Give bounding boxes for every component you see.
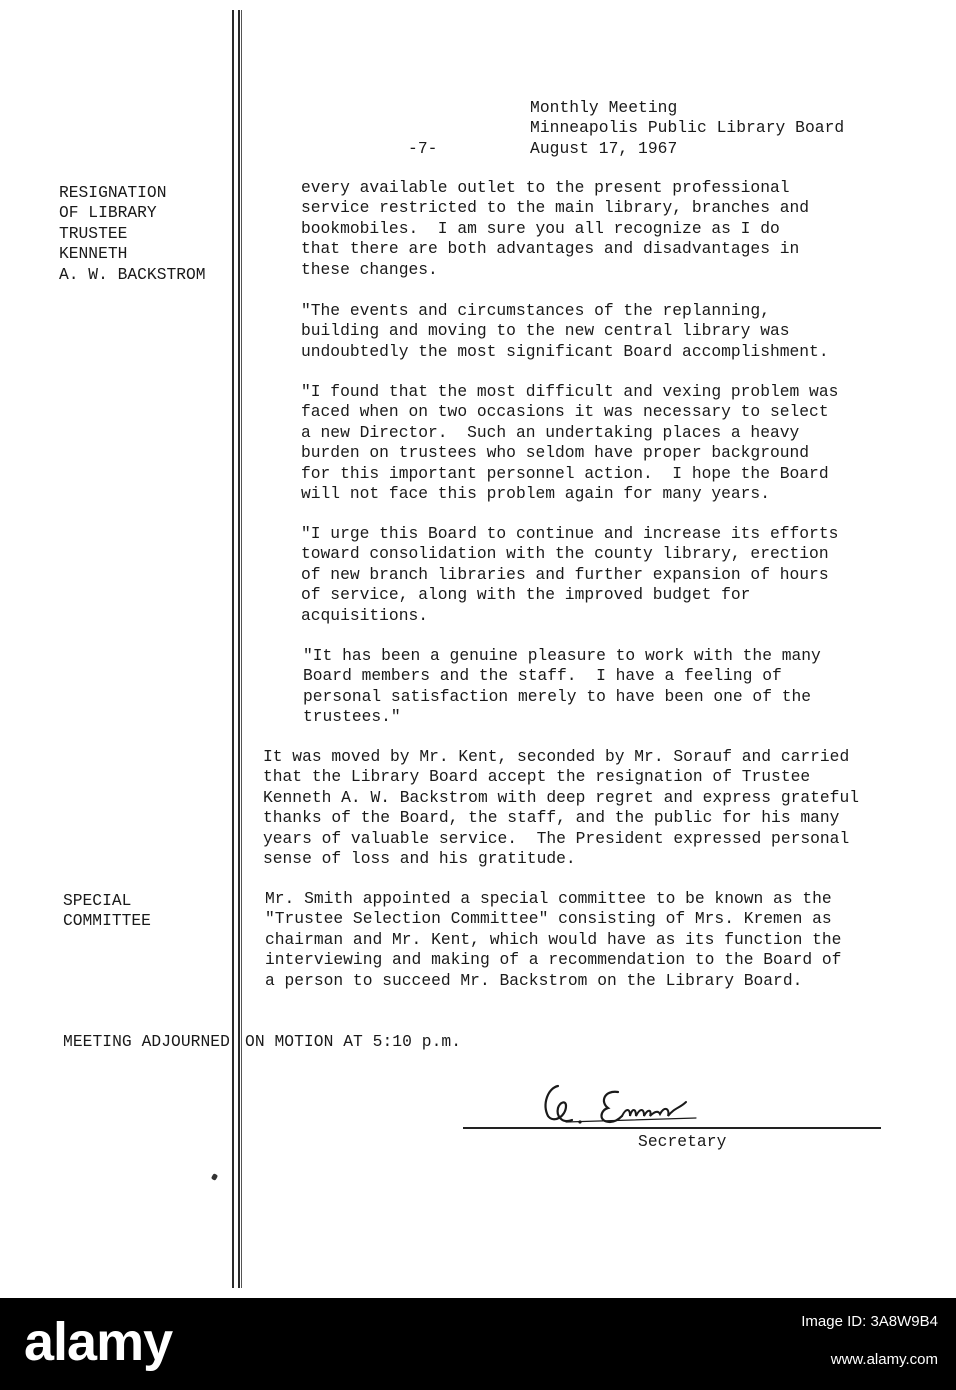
text-line: a new Director. Such an undertaking places a heavy [301,422,800,442]
image-id-label: Image ID: 3A8W9B4 [801,1313,938,1330]
text-line: burden on trustees who seldom have proper background [301,443,810,463]
text-line: will not face this problem again for many years. [301,484,770,504]
paragraph-consolidation [301,524,838,626]
text-line: "The events and circumstances of the replanning, [301,301,770,320]
paragraph-pleasure [303,646,821,728]
page-number: -7- [408,139,438,158]
margin-rule-right [238,10,240,1288]
text-line: years of valuable service. The President expressed personal [263,828,850,848]
text-line: that there are both advantages and disadvantages in [301,239,800,259]
text-line: personal satisfaction merely to have been one of the [303,686,812,706]
text-line: every available outlet to the present professional [301,178,790,197]
margin-note-line: A. W. BACKSTROM [59,264,206,284]
text-line: Kenneth A. W. Backstrom with deep regret and express grateful [263,787,859,807]
signature-title: Secretary [638,1132,727,1151]
text-line: Mr. Smith appointed a special committee to be known as the [265,889,832,908]
board-name: Minneapolis Public Library Board [530,118,845,137]
text-line: of new branch libraries and further expansion of hours [301,564,829,584]
margin-rule-left [232,10,234,1288]
text-line: service restricted to the main library, branches and [301,198,810,218]
text-line: acquisitions. [301,605,429,625]
text-line: "It has been a genuine pleasure to work with the many [303,646,821,665]
alamy-logo: alamy [24,1312,173,1372]
text-line: chairman and Mr. Kent, which would have as its function the [265,929,842,949]
stock-watermark-footer [0,1298,956,1390]
stock-url: www.alamy.com [830,1351,938,1368]
margin-note-line: RESIGNATION [59,183,167,202]
margin-note-line: TRUSTEE [59,223,128,243]
text-line: interviewing and making of a recommendation to the Board of [265,950,842,970]
text-line: "Trustee Selection Committee" consisting of Mrs. Kremen as [265,909,832,929]
paragraph-committee [265,889,841,991]
text-line: building and moving to the new central library was [301,321,790,341]
text-line: that the Library Board accept the resignation of Trustee [263,767,811,787]
paragraph-director [301,382,838,504]
paragraph-outlet [301,178,809,280]
text-line: for this important personnel action. I hope the Board [301,463,829,483]
paragraph-motion [263,747,859,869]
text-line: of service, along with the improved budget for [301,585,751,605]
margin-note-special-committee [63,891,151,932]
text-line: It was moved by Mr. Kent, seconded by Mr. Sorauf and carried [263,747,850,766]
text-line: thanks of the Board, the staff, and the public for his many [263,808,840,828]
handwritten-signature [536,1072,716,1132]
margin-rule-thin [241,10,242,1288]
paragraph-events [301,301,829,362]
margin-note-line: SPECIAL [63,891,132,910]
margin-note-line: OF LIBRARY [59,203,157,223]
margin-note-line: KENNETH [59,244,128,264]
adjourned-time: ON MOTION AT 5:10 p.m. [245,1032,462,1051]
text-line: a person to succeed Mr. Backstrom on the Library Board. [265,970,803,990]
margin-note-resignation [59,183,206,285]
text-line: faced when on two occasions it was necessary to select [301,402,829,422]
text-line: trustees." [303,707,401,727]
text-line: Board members and the staff. I have a feeling of [303,666,782,686]
text-line: undoubtedly the most significant Board accomplishment. [301,341,829,361]
text-line: these changes. [301,259,438,279]
meeting-date: August 17, 1967 [530,139,678,158]
signature-line [463,1127,881,1129]
margin-note-line: COMMITTEE [63,911,151,931]
meeting-title: Monthly Meeting [530,98,678,117]
ink-speck [211,1173,218,1181]
text-line: toward consolidation with the county library, erection [301,544,829,564]
text-line: "I urge this Board to continue and increase its efforts [301,524,839,543]
text-line: "I found that the most difficult and vexing problem was [301,382,839,401]
text-line: bookmobiles. I am sure you all recognize as I do [301,218,780,238]
adjourned-label: MEETING ADJOURNED [63,1032,230,1051]
text-line: sense of loss and his gratitude. [263,849,576,869]
